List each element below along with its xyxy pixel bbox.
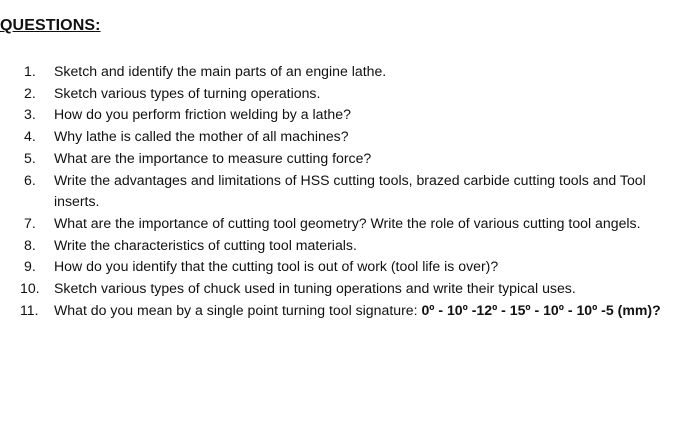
question-item-6 (20, 170, 690, 213)
tool-signature-text: 0º - 10º -12º - 15º - 10º - 10º -5 (mm)? (421, 301, 661, 318)
question-text: How do you identify that the cutting tool is out of work (tool life is over)? (54, 258, 499, 275)
question-text: How do you perform friction welding by a lathe? (54, 106, 351, 123)
question-item-3 (20, 104, 690, 126)
question-text: Sketch various types of chuck used in tuning operations and write their typical uses. (54, 280, 576, 297)
question-number: 10. (20, 280, 40, 297)
question-text: What do you mean by a single point turning tool signature: (54, 301, 422, 318)
question-number: 2. (24, 84, 36, 101)
question-number: 1. (24, 63, 36, 79)
question-item-7 (20, 213, 690, 235)
question-item-4 (20, 126, 690, 148)
question-text: Write the advantages and limitations of HSS cutting tools, brazed carbide cutting tools and Tool inserts. (54, 171, 646, 210)
questions-list (20, 61, 690, 321)
question-number: 3. (24, 106, 36, 123)
question-text: What are the importance of cutting tool geometry? Write the role of various cutting tool angels. (54, 214, 641, 231)
question-number: 11. (20, 301, 39, 318)
question-text: What are the importance to measure cutting force? (54, 149, 372, 166)
question-text: Sketch various types of turning operations. (54, 84, 321, 101)
question-number: 4. (24, 128, 36, 145)
question-item-10 (20, 278, 690, 300)
question-text: Sketch and identify the main parts of an engine lathe. (54, 63, 387, 79)
question-number: 5. (24, 149, 36, 166)
question-number: 8. (24, 236, 36, 253)
question-number: 6. (24, 171, 36, 188)
question-item-8 (20, 235, 690, 257)
question-text: Write the characteristics of cutting tool materials. (54, 236, 357, 253)
question-text-container (52, 300, 690, 322)
question-item-9 (20, 256, 690, 278)
question-number: 9. (24, 258, 36, 275)
question-item-2 (20, 83, 690, 105)
question-item-5 (20, 148, 690, 170)
question-item-1 (20, 61, 690, 83)
page-heading: QUESTIONS: (0, 17, 101, 34)
question-text: Why lathe is called the mother of all machines? (54, 128, 349, 145)
question-number: 7. (24, 214, 36, 231)
question-item-11 (20, 300, 690, 322)
